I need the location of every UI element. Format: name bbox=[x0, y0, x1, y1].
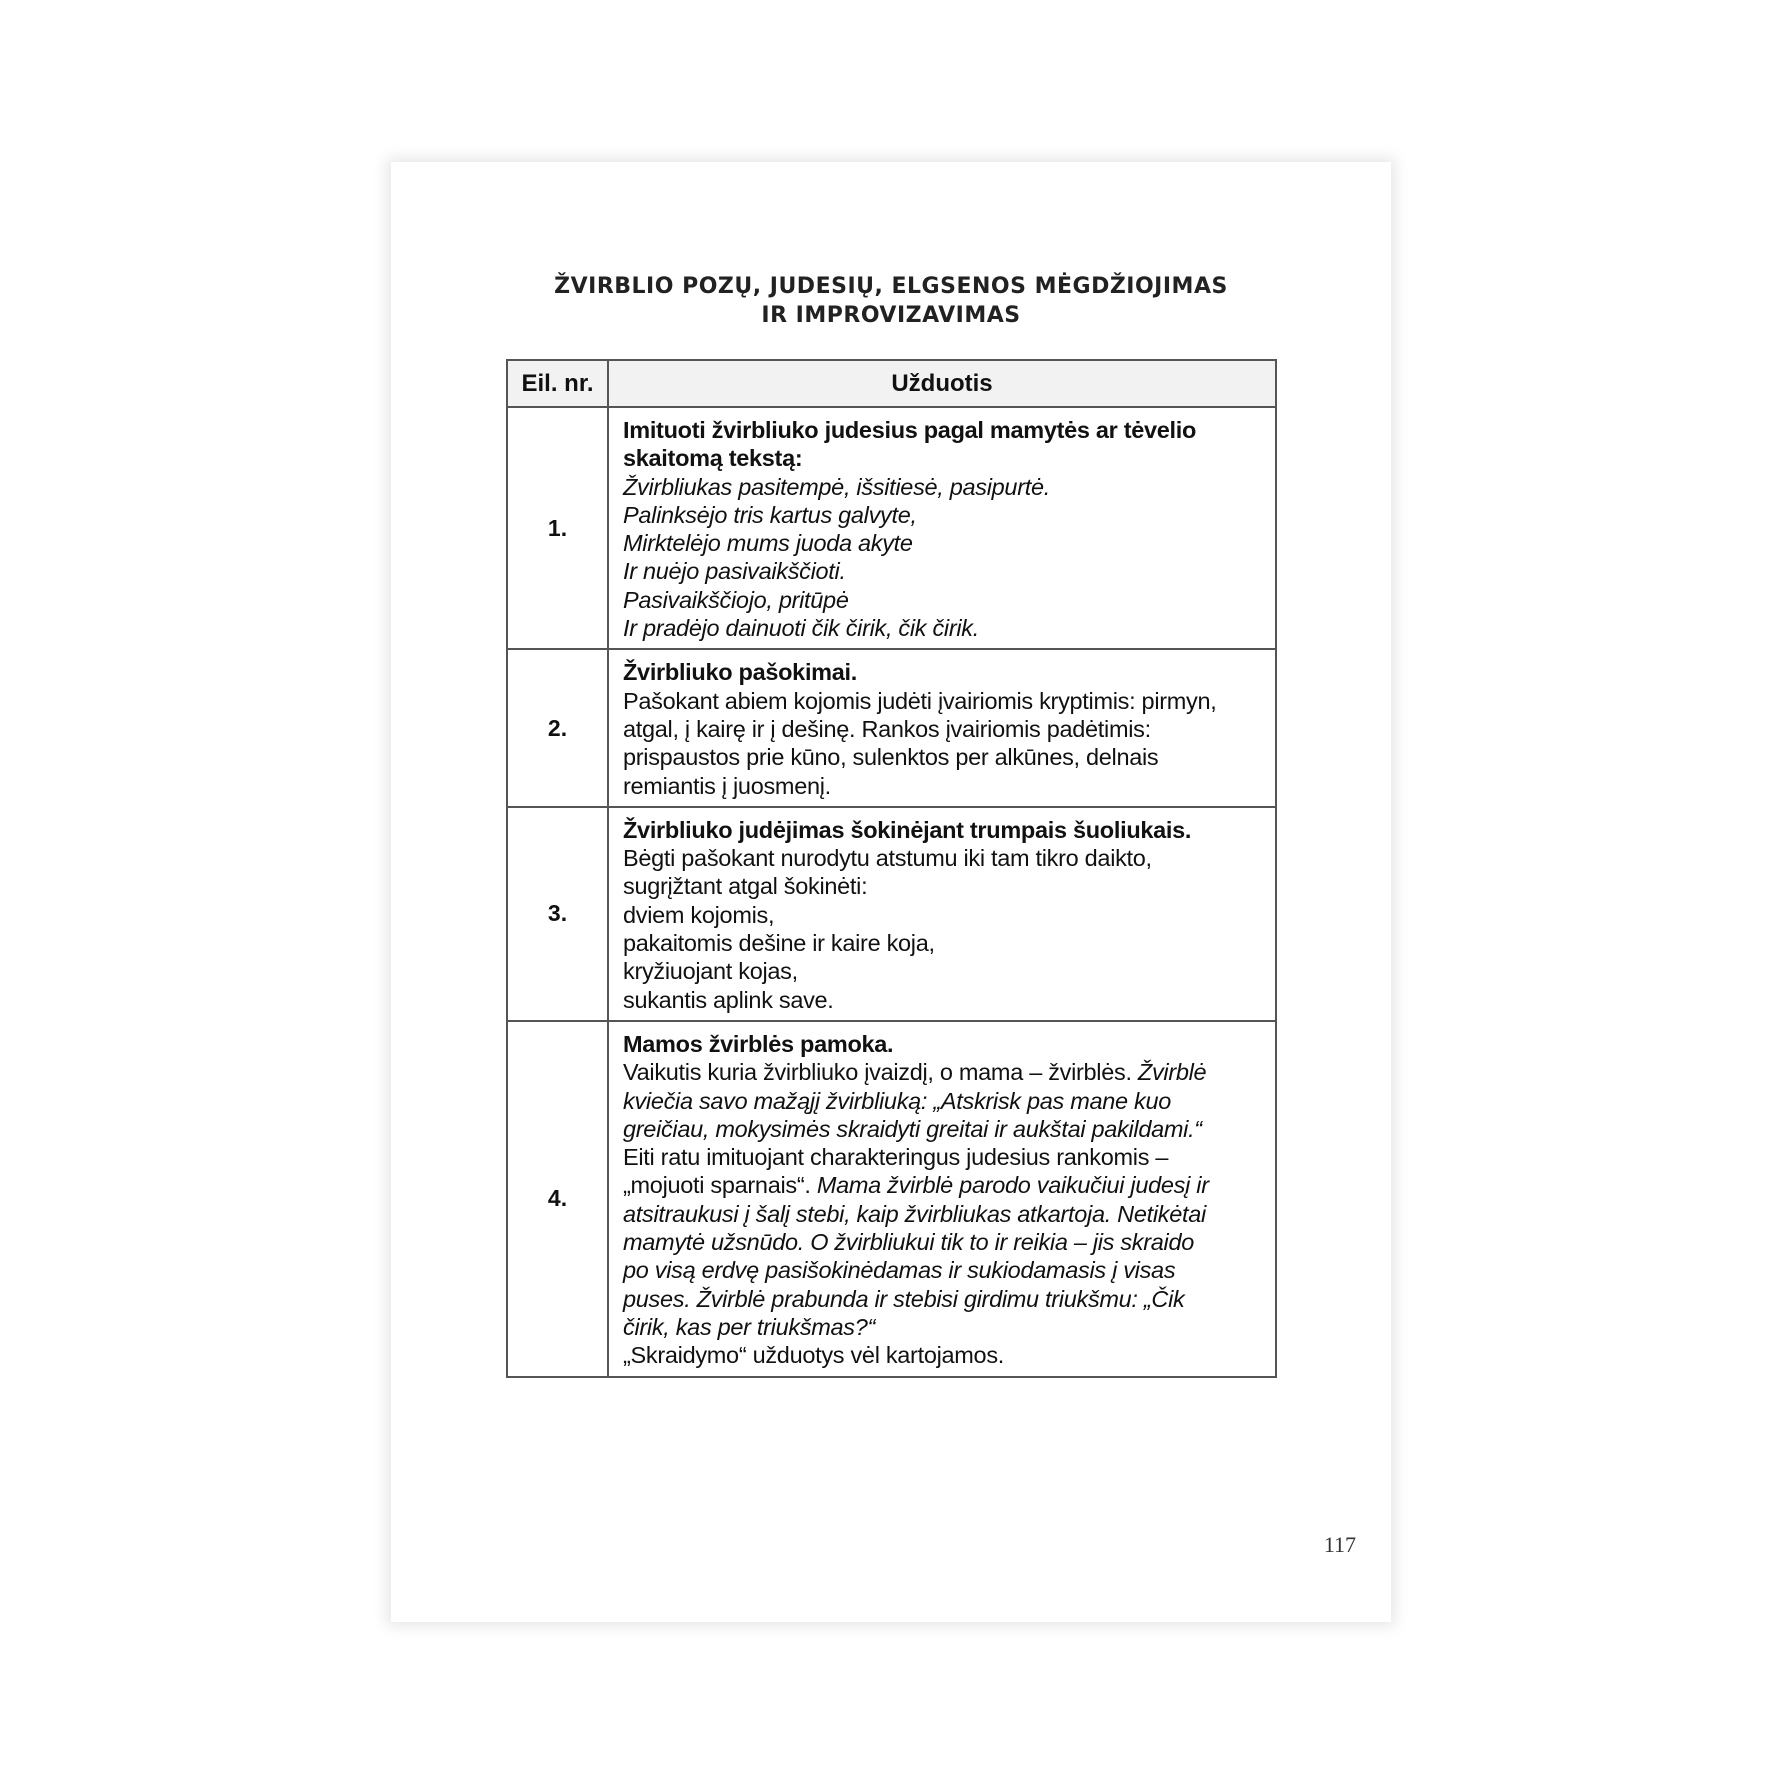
task-line: Pašokant abiem kojomis judėti įvairiomis kryptimis: pirmyn, bbox=[623, 687, 1217, 714]
task-line: Bėgti pašokant nurodytu atstumu iki tam tikro daikto, bbox=[623, 845, 1152, 872]
table-row bbox=[507, 807, 1276, 1021]
page-title-line-2: IR IMPROVIZAVIMAS bbox=[761, 303, 1021, 328]
task-line-normal: „mojuoti sparnais“. bbox=[623, 1172, 817, 1199]
task-line: po visą erdvę pasišokinėdamas ir sukiodamasis į visas bbox=[623, 1257, 1176, 1284]
task-title: Mamos žvirblės pamoka. bbox=[623, 1030, 894, 1057]
row-number: 2. bbox=[507, 649, 608, 806]
task-line: sukantis aplink save. bbox=[623, 986, 834, 1013]
task-line: pakaitomis dešine ir kaire koja, bbox=[623, 930, 935, 957]
task-line: kviečia savo mažąjį žvirbliuką: „Atskrisk pas mane kuo bbox=[623, 1087, 1171, 1114]
task-line bbox=[623, 1171, 1265, 1199]
task-cell bbox=[608, 649, 1276, 806]
task-line: puses. Žvirblė prabunda ir stebisi girdimu triukšmu: „Čik bbox=[623, 1285, 1185, 1312]
page-title bbox=[391, 272, 1391, 330]
table-row bbox=[507, 407, 1276, 649]
task-line: prispaustos prie kūno, sulenktos per alkūnes, delnais bbox=[623, 744, 1159, 771]
row-number: 4. bbox=[507, 1021, 608, 1377]
table-row bbox=[507, 1021, 1276, 1377]
tasks-table bbox=[506, 359, 1277, 1378]
task-line: Ir nuėjo pasivaikščioti. bbox=[623, 558, 846, 585]
page-title-line-1: ŽVIRBLIO POZŲ, JUDESIŲ, ELGSENOS MĖGDŽIOJIMAS bbox=[554, 274, 1228, 299]
task-line: atgal, į kairę ir į dešinę. Rankos įvairiomis padėtimis: bbox=[623, 715, 1151, 742]
task-line-italic: Mama žvirblė parodo vaikučiui judesį ir bbox=[816, 1172, 1209, 1199]
task-line: „Skraidymo“ užduotys vėl kartojamos. bbox=[623, 1342, 1005, 1369]
task-line: mamytė užsnūdo. O žvirbliukui tik to ir reikia – jis skraido bbox=[623, 1229, 1195, 1256]
task-cell bbox=[608, 1021, 1276, 1377]
header-number: Eil. nr. bbox=[507, 360, 608, 407]
row-number: 3. bbox=[507, 807, 608, 1021]
task-line: Ir pradėjo dainuoti čik čirik, čik čirik. bbox=[623, 615, 979, 642]
table-header-row bbox=[507, 360, 1276, 407]
task-title: Žvirbliuko judėjimas šokinėjant trumpais šuoliukais. bbox=[623, 816, 1192, 843]
task-line: Žvirbliukas pasitempė, išsitiesė, pasipurtė. bbox=[623, 473, 1050, 500]
task-title: skaitomą tekstą: bbox=[623, 445, 803, 472]
task-cell bbox=[608, 407, 1276, 649]
task-line: dviem kojomis, bbox=[623, 901, 775, 928]
page-number: 117 bbox=[1323, 1532, 1356, 1557]
table-row bbox=[507, 649, 1276, 806]
task-line-normal: Vaikutis kuria žvirbliuko įvaizdį, o mama – žvirblės. bbox=[623, 1059, 1138, 1086]
task-line: remiantis į juosmenį. bbox=[623, 772, 831, 799]
task-title: Žvirbliuko pašokimai. bbox=[623, 659, 857, 686]
task-line: kryžiuojant kojas, bbox=[623, 958, 798, 985]
task-line: Pasivaikščiojo, pritūpė bbox=[623, 586, 849, 613]
task-cell bbox=[608, 807, 1276, 1021]
task-line: Eiti ratu imituojant charakteringus judesius rankomis – bbox=[623, 1144, 1169, 1171]
task-line bbox=[623, 1058, 1265, 1086]
task-title: Imituoti žvirbliuko judesius pagal mamytės ar tėvelio bbox=[623, 417, 1197, 443]
document-page bbox=[391, 162, 1391, 1622]
header-task: Užduotis bbox=[608, 360, 1276, 407]
task-line: čirik, kas per triukšmas?“ bbox=[623, 1313, 876, 1340]
task-line: Palinksėjo tris kartus galvyte, bbox=[623, 501, 917, 528]
task-line: Mirktelėjo mums juoda akyte bbox=[623, 530, 913, 557]
task-line-italic: Žvirblė bbox=[1137, 1059, 1207, 1086]
row-number: 1. bbox=[507, 407, 608, 649]
task-line: sugrįžtant atgal šokinėti: bbox=[623, 873, 868, 900]
task-line: greičiau, mokysimės skraidyti greitai ir aukštai pakildami.“ bbox=[623, 1115, 1202, 1142]
task-line: atsitraukusi į šalį stebi, kaip žvirbliukas atkartoja. Netikėtai bbox=[623, 1200, 1206, 1227]
